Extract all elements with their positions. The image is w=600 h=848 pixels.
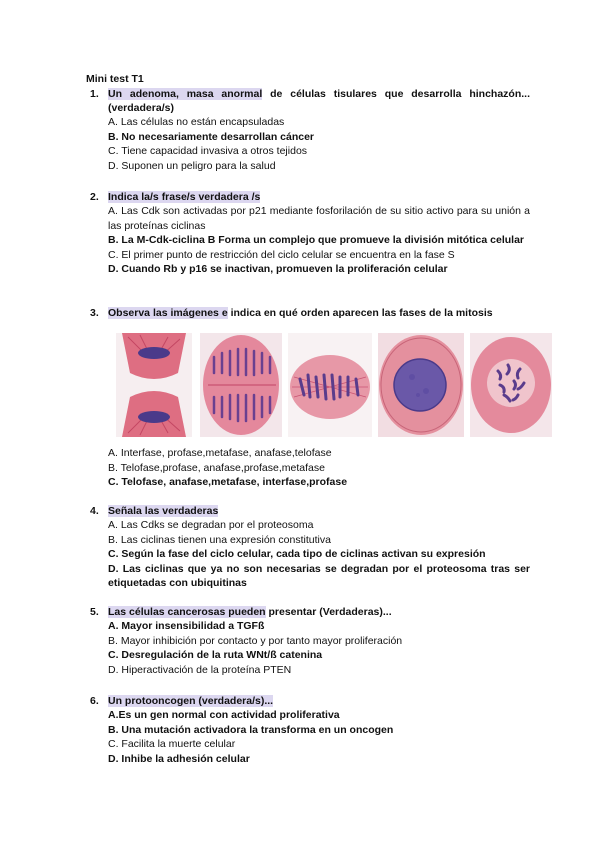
option-c: C. El primer punto de restricción del ciclo celular se encuentra en la fase S — [108, 248, 455, 261]
option-c: C. Según la fase del ciclo celular, cada tipo de ciclinas activan su expresión — [108, 548, 486, 561]
question-text — [108, 306, 530, 320]
option-b: B. Las ciclinas tienen una expresión constitutiva — [108, 533, 331, 546]
question-4 — [90, 504, 530, 591]
option-b: B. No necesariamente desarrollan cáncer — [108, 130, 315, 143]
option-c: C. Telofase, anafase,metafase, interfase,profase — [108, 476, 348, 489]
question-5 — [90, 605, 530, 677]
highlighted-text: Un adenoma, masa anormal — [108, 88, 263, 100]
question-number: 4. — [90, 505, 99, 517]
question-text — [108, 504, 530, 518]
option-b: B. La M-Cdk-ciclina B Forma un complejo que promueve la división mitótica celular — [108, 234, 525, 247]
option-c: C. Tiene capacidad invasiva a otros tejidos — [108, 145, 308, 158]
question-6-heading — [90, 694, 530, 708]
option-a: A. Las Cdk son activadas por p21 mediante fosforilación de su sitio activo para su unión a las proteínas ciclinas — [108, 205, 530, 232]
question-6 — [90, 694, 530, 766]
option-c: C. Desregulación de la ruta WNt/ß catenina — [108, 649, 323, 662]
options-list — [108, 708, 530, 766]
question-3 — [90, 306, 530, 320]
options-list — [108, 518, 530, 591]
question-text-rest: indica en qué orden aparecen las fases de la mitosis — [227, 307, 493, 319]
question-text — [108, 605, 530, 619]
highlighted-text: Señala las verdaderas — [108, 505, 219, 517]
question-5-heading — [90, 605, 530, 619]
highlighted-text: Las células cancerosas pueden — [108, 606, 266, 618]
question-4-heading — [90, 504, 530, 518]
option-d: D. Hiperactivación de la proteína PTEN — [108, 663, 292, 676]
option-a: A. Mayor insensibilidad a TGFß — [108, 620, 265, 632]
question-text-rest: de células tisulares que desarrolla hinchazón... (verdadera/s) — [108, 88, 530, 114]
option-d: D. Cuando Rb y p16 se inactivan, promueven la proliferación celular — [108, 263, 448, 276]
question-text — [108, 190, 530, 204]
option-d: D. Suponen un peligro para la salud — [108, 159, 276, 172]
test-title: Mini test T1 — [86, 73, 144, 85]
question-number: 6. — [90, 695, 99, 707]
option-c: C. Facilita la muerte celular — [108, 738, 236, 751]
option-d: D. Inhibe la adhesión celular — [108, 752, 250, 765]
question-number: 3. — [90, 307, 99, 319]
option-a: A. Las células no están encapsuladas — [108, 116, 285, 128]
options-list — [108, 619, 530, 677]
anaphase-image — [200, 333, 282, 437]
question-number: 2. — [90, 191, 99, 203]
question-3-heading — [90, 306, 530, 320]
highlighted-text: Un protooncogen (verdadera/s)... — [108, 695, 274, 707]
question-text — [108, 87, 530, 115]
option-a: A.Es un gen normal con actividad proliferativa — [108, 709, 340, 721]
question-2-heading — [90, 190, 530, 204]
option-b: B. Una mutación activadora la transforma en un oncogen — [108, 723, 394, 736]
question-number: 1. — [90, 88, 99, 100]
question-2 — [90, 190, 530, 277]
mitosis-images — [116, 333, 552, 437]
telophase-image — [116, 333, 192, 437]
prophase-image — [470, 333, 552, 437]
question-1-heading — [90, 87, 530, 115]
interphase-image — [378, 333, 464, 437]
options-list — [108, 115, 530, 173]
option-a: A. Interfase, profase,metafase, anafase,telofase — [108, 447, 332, 459]
options-list — [108, 204, 530, 277]
option-b: B. Telofase,profase, anafase,profase,metafase — [108, 461, 325, 474]
option-a: A. Las Cdks se degradan por el proteosoma — [108, 519, 314, 531]
highlighted-text: Observa las imágenes e — [108, 307, 228, 319]
option-d: D. Las ciclinas que ya no son necesarias se degradan por el proteosoma tras ser etiquetadas con ubiquitinas — [108, 562, 530, 590]
highlighted-text: Indica la/s frase/s verdadera /s — [108, 191, 261, 203]
metaphase-image — [288, 333, 372, 437]
question-3-options — [90, 446, 530, 490]
question-text-rest: presentar (Verdaderas)... — [265, 606, 392, 618]
question-1 — [90, 87, 530, 173]
option-b: B. Mayor inhibición por contacto y por tanto mayor proliferación — [108, 634, 403, 647]
options-list — [108, 446, 530, 490]
question-number: 5. — [90, 606, 99, 618]
question-text — [108, 694, 530, 708]
